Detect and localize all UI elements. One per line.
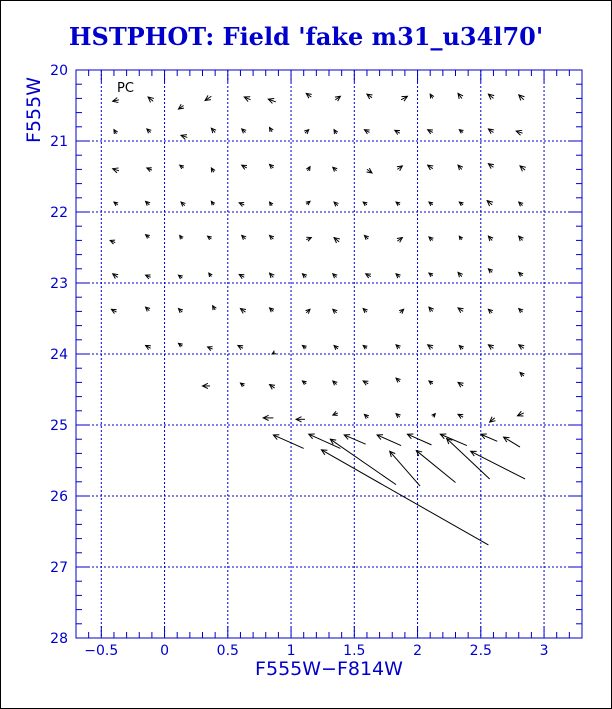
displacement-vector bbox=[390, 451, 420, 486]
displacement-vector bbox=[516, 130, 522, 135]
displacement-vector bbox=[432, 414, 436, 418]
displacement-vector bbox=[239, 203, 244, 207]
displacement-vector bbox=[242, 165, 247, 169]
displacement-vector bbox=[363, 309, 367, 313]
displacement-vector bbox=[519, 309, 523, 313]
displacement-vector bbox=[458, 165, 463, 170]
displacement-vector bbox=[407, 434, 431, 445]
displacement-vector bbox=[429, 381, 433, 385]
vector-shaft bbox=[504, 437, 520, 447]
displacement-vector bbox=[334, 202, 338, 206]
x-tick-label: 2.5 bbox=[469, 643, 492, 659]
displacement-vector bbox=[490, 417, 496, 422]
displacement-vector bbox=[178, 343, 182, 347]
displacement-vector bbox=[242, 235, 246, 239]
vector-shaft bbox=[330, 439, 396, 484]
displacement-vector bbox=[148, 97, 154, 102]
axis-ticks bbox=[50, 63, 582, 659]
displacement-vector bbox=[458, 382, 463, 387]
x-tick-label: 0.5 bbox=[216, 643, 239, 659]
vector-shaft bbox=[309, 434, 341, 448]
displacement-vector bbox=[242, 129, 246, 133]
vector-shaft bbox=[273, 435, 303, 448]
displacement-vector bbox=[416, 451, 455, 483]
displacement-vector bbox=[211, 128, 216, 133]
displacement-vector bbox=[471, 451, 525, 479]
y-tick-label: 24 bbox=[50, 347, 68, 363]
displacement-vector bbox=[178, 275, 182, 279]
displacement-vector bbox=[520, 166, 526, 171]
displacement-vector bbox=[178, 309, 182, 313]
displacement-vector bbox=[459, 236, 463, 240]
vector-shaft bbox=[471, 451, 525, 479]
displacement-vector bbox=[113, 98, 119, 103]
displacement-vector bbox=[363, 345, 367, 349]
displacement-vector bbox=[111, 309, 116, 313]
displacement-vector bbox=[459, 202, 463, 206]
displacement-vector bbox=[181, 202, 185, 206]
y-tick-label: 21 bbox=[50, 134, 68, 150]
displacement-vector bbox=[364, 235, 368, 239]
displacement-vector bbox=[488, 94, 494, 99]
displacement-vector bbox=[238, 345, 243, 349]
displacement-vector bbox=[113, 274, 118, 279]
displacement-vector bbox=[333, 167, 337, 171]
displacement-vector bbox=[344, 435, 366, 444]
displacement-vector bbox=[428, 345, 433, 350]
displacement-vector bbox=[244, 97, 250, 102]
y-tick-label: 25 bbox=[50, 418, 68, 434]
displacement-vector bbox=[519, 272, 523, 276]
displacement-vector bbox=[488, 236, 493, 241]
displacement-vector bbox=[270, 202, 274, 206]
displacement-vector bbox=[309, 434, 341, 448]
displacement-vector bbox=[364, 414, 368, 418]
displacement-vector bbox=[488, 309, 492, 313]
displacement-vector bbox=[302, 274, 306, 278]
displacement-vector bbox=[306, 93, 311, 98]
displacement-vector bbox=[458, 308, 463, 313]
displacement-vector bbox=[397, 166, 402, 171]
displacement-vector bbox=[304, 130, 308, 134]
displacement-vector bbox=[239, 274, 244, 278]
x-tick-label: 1.5 bbox=[343, 643, 366, 659]
x-tick-label: 1 bbox=[286, 643, 296, 659]
x-axis-title: F555W−F814W bbox=[255, 658, 403, 680]
displacement-vector bbox=[519, 236, 524, 241]
displacement-vector bbox=[429, 307, 434, 312]
displacement-vector bbox=[208, 236, 212, 240]
displacement-vector bbox=[203, 383, 211, 388]
displacement-vector bbox=[447, 438, 490, 478]
displacement-vector bbox=[334, 130, 338, 134]
vector-shaft bbox=[321, 450, 488, 545]
displacement-vector bbox=[428, 130, 433, 134]
vector-shaft bbox=[440, 434, 467, 445]
displacement-vector bbox=[396, 378, 400, 382]
displacement-vector bbox=[333, 274, 337, 278]
vector-shaft bbox=[407, 434, 431, 445]
displacement-vector bbox=[268, 99, 276, 104]
displacement-vector bbox=[396, 274, 400, 278]
displacement-vector bbox=[113, 168, 119, 173]
displacement-vector bbox=[396, 414, 400, 418]
displacement-vector bbox=[401, 96, 407, 101]
displacement-vector bbox=[396, 345, 400, 349]
displacement-vector bbox=[488, 129, 493, 134]
displacement-vector bbox=[180, 235, 184, 239]
displacement-vector bbox=[270, 385, 275, 390]
chip-annotation: PC bbox=[117, 81, 134, 96]
displacement-vector bbox=[147, 168, 152, 172]
displacement-vector bbox=[333, 411, 338, 415]
displacement-vector bbox=[459, 130, 463, 134]
displacement-vector bbox=[335, 96, 340, 101]
displacement-vector bbox=[110, 240, 115, 244]
displacement-vector bbox=[367, 168, 372, 173]
displacement-vector bbox=[395, 130, 400, 134]
displacement-vector bbox=[429, 202, 433, 206]
displacement-vector bbox=[270, 273, 275, 278]
displacement-vector bbox=[377, 435, 401, 446]
displacement-vector bbox=[146, 345, 151, 349]
displacement-vector bbox=[487, 201, 493, 206]
displacement-vector bbox=[240, 309, 245, 314]
displacement-vector bbox=[180, 165, 184, 169]
displacement-vector bbox=[458, 272, 463, 277]
x-tick-label: 3 bbox=[539, 643, 549, 659]
displacement-vector bbox=[272, 351, 276, 354]
displacement-vector bbox=[270, 128, 274, 132]
y-tick-label: 28 bbox=[50, 631, 68, 647]
y-axis-title: F555W bbox=[23, 77, 45, 143]
displacement-vector bbox=[333, 381, 337, 385]
displacement-vector bbox=[458, 93, 463, 99]
displacement-vector bbox=[519, 202, 523, 206]
x-tick-label: −0.5 bbox=[84, 643, 119, 659]
displacement-vector bbox=[208, 347, 213, 351]
y-tick-label: 26 bbox=[50, 489, 68, 505]
displacement-vector bbox=[146, 201, 150, 205]
displacement-vector bbox=[440, 434, 467, 446]
displacement-vector bbox=[211, 168, 215, 172]
vector-shaft bbox=[377, 435, 401, 446]
displacement-vector bbox=[296, 417, 305, 422]
displacement-vector bbox=[270, 164, 274, 168]
displacement-vector bbox=[429, 273, 433, 277]
displacement-vector bbox=[396, 202, 400, 206]
displacement-vector bbox=[306, 309, 310, 313]
displacement-vector bbox=[363, 381, 368, 385]
displacement-vector bbox=[181, 135, 187, 140]
displacement-vector bbox=[302, 381, 306, 385]
displacement-vector bbox=[240, 383, 244, 387]
displacement-vector bbox=[397, 238, 402, 243]
vector-shaft bbox=[390, 451, 420, 486]
chart-title: HSTPHOT: Field 'fake m31_u34l70' bbox=[68, 22, 544, 51]
displacement-vector bbox=[519, 95, 525, 101]
displacement-vector bbox=[205, 95, 211, 100]
displacement-vector bbox=[321, 450, 488, 545]
displacement-vector bbox=[488, 345, 493, 350]
displacement-vector bbox=[488, 164, 493, 169]
displacement-vector bbox=[330, 439, 396, 484]
displacement-vector bbox=[363, 202, 367, 206]
vector-shaft bbox=[447, 438, 490, 478]
displacement-vector bbox=[306, 201, 310, 205]
displacement-vector bbox=[364, 130, 369, 134]
displacement-vector bbox=[213, 306, 217, 310]
displacement-vector bbox=[273, 435, 303, 449]
displacement-vector bbox=[367, 94, 372, 99]
displacement-vector bbox=[519, 345, 524, 350]
displacement-vector bbox=[334, 345, 338, 349]
displacement-vector bbox=[520, 372, 524, 376]
displacement-vector bbox=[430, 94, 434, 98]
displacement-vector bbox=[114, 130, 118, 134]
displacement-vector bbox=[209, 273, 213, 277]
x-tick-label: 0 bbox=[160, 643, 170, 659]
displacement-vector bbox=[366, 274, 371, 278]
displacement-vector bbox=[211, 201, 215, 205]
y-tick-label: 22 bbox=[50, 205, 68, 221]
displacement-vector bbox=[270, 235, 274, 239]
displacement-vector bbox=[146, 235, 150, 239]
displacement-vector bbox=[146, 307, 150, 311]
y-tick-label: 20 bbox=[50, 63, 68, 79]
displacement-vector bbox=[334, 238, 340, 243]
x-tick-label: 2 bbox=[413, 643, 423, 659]
y-tick-label: 27 bbox=[50, 560, 68, 576]
displacement-vector bbox=[488, 269, 492, 273]
displacement-vector bbox=[459, 345, 463, 349]
y-tick-label: 23 bbox=[50, 276, 68, 292]
displacement-vector bbox=[399, 309, 403, 313]
vector-shaft bbox=[416, 451, 455, 483]
displacement-vector bbox=[146, 275, 151, 279]
displacement-vector bbox=[270, 308, 274, 312]
displacement-vector bbox=[147, 129, 151, 133]
displacement-vector bbox=[178, 104, 183, 109]
displacement-vector bbox=[504, 437, 520, 447]
displacement-vector bbox=[302, 345, 306, 349]
displacement-vector bbox=[458, 414, 463, 418]
vector-shaft bbox=[344, 435, 366, 444]
displacement-vector bbox=[306, 237, 311, 241]
displacement-vector bbox=[481, 434, 497, 441]
grid-lines bbox=[76, 70, 582, 638]
displacement-vector bbox=[429, 237, 433, 241]
displacement-vector bbox=[428, 165, 433, 170]
displacement-vector bbox=[306, 167, 310, 171]
displacement-vector bbox=[114, 202, 118, 206]
displacement-vectors bbox=[110, 93, 526, 545]
displacement-vector bbox=[263, 415, 273, 420]
displacement-vector bbox=[333, 309, 337, 313]
displacement-vector bbox=[517, 411, 523, 416]
